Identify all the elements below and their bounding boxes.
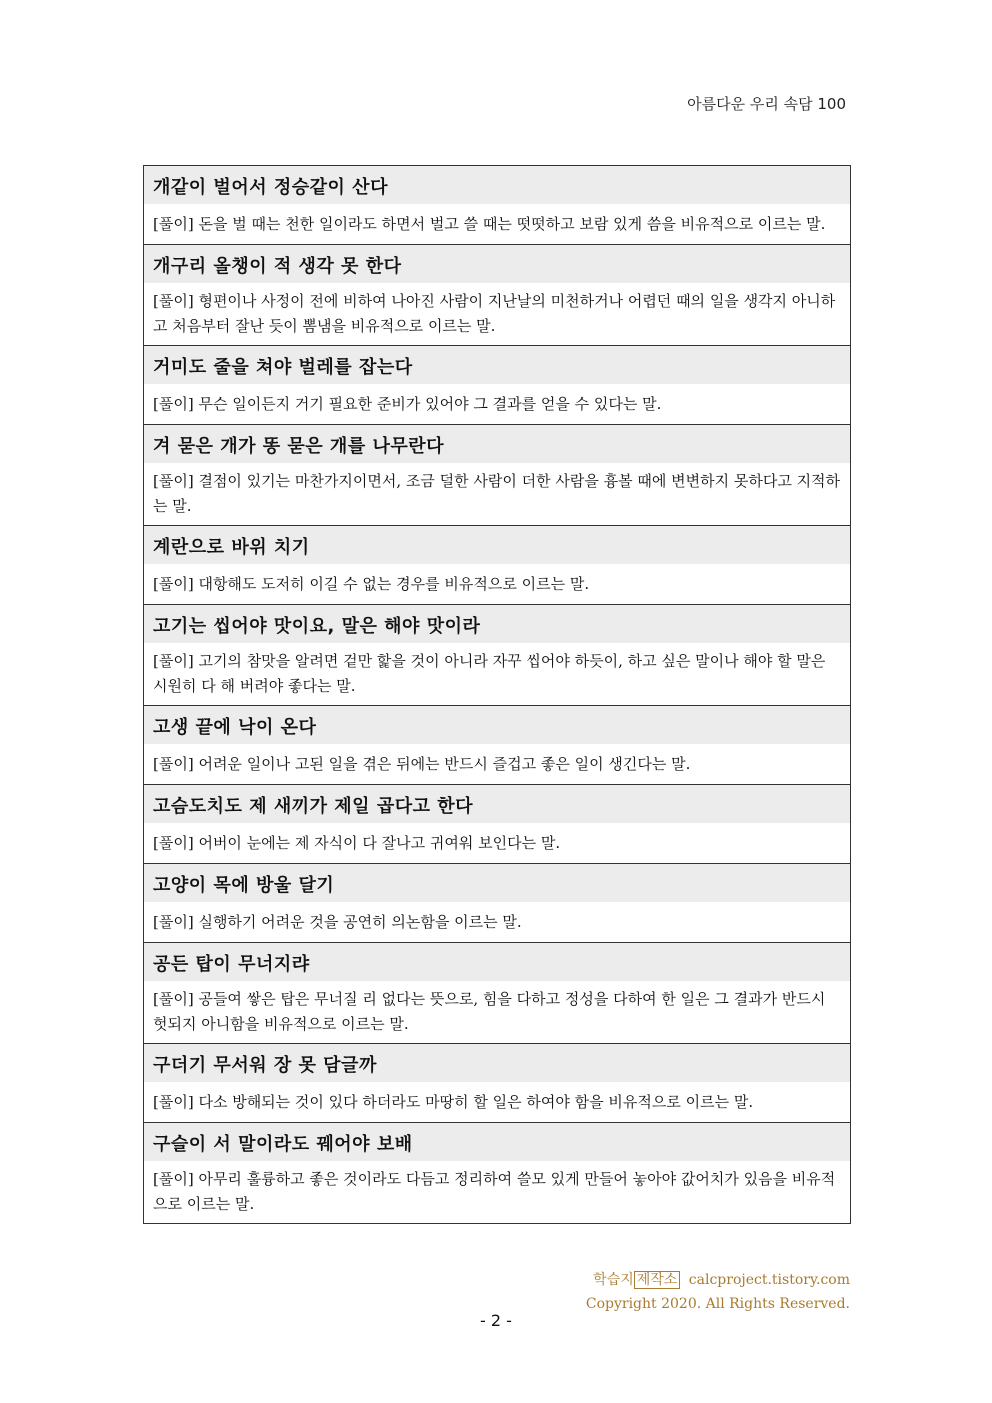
proverb-title: 개구리 올챙이 적 생각 못 한다 [144,245,850,283]
proverb-title: 구더기 무서워 장 못 담글까 [144,1044,850,1082]
proverb-entry [144,425,850,526]
explanation-text: [풀이] 어려운 일이나 고된 일을 겪은 뒤에는 반드시 즐겁고 좋은 일이 생긴다는 말. [153,754,691,773]
proverb-explanation [144,1161,850,1223]
proverb-entry [144,785,850,864]
explanation-text: [풀이] 무슨 일이든지 거기 필요한 준비가 있어야 그 결과를 얻을 수 있다는 말. [153,394,662,413]
proverb-title: 거미도 줄을 쳐야 벌레를 잡는다 [144,346,850,384]
proverb-title: 고슴도치도 제 새끼가 제일 곱다고 한다 [144,785,850,823]
proverb-title: 개같이 벌어서 정승같이 산다 [144,166,850,204]
proverb-explanation [144,744,850,784]
footer-site-link[interactable]: calcproject.tistory.com [688,1272,850,1288]
proverb-title: 공든 탑이 무너지랴 [144,943,850,981]
proverb-title: 구슬이 서 말이라도 꿰어야 보배 [144,1123,850,1161]
explanation-text: [풀이] 돈을 벌 때는 천한 일이라도 하면서 벌고 쓸 때는 떳떳하고 보람 있게 씀을 비유적으로 이르는 말. [153,214,826,233]
proverb-explanation [144,204,850,244]
proverb-entry [144,864,850,943]
proverb-entry [144,1044,850,1123]
explanation-text: [풀이] 아무리 훌륭하고 좋은 것이라도 다듬고 정리하여 쓸모 있게 만들어 놓아야 값어치가 있음을 비유적으로 이르는 말. [153,1170,836,1213]
proverb-title: 계란으로 바위 치기 [144,526,850,564]
proverb-entry [144,1123,850,1224]
proverb-entry [144,166,850,245]
proverb-explanation [144,463,850,525]
proverb-explanation [144,1082,850,1122]
proverb-entry [144,605,850,706]
footer-copyright: Copyright 2020. All Rights Reserved. [585,1296,850,1312]
proverb-title: 겨 묻은 개가 똥 묻은 개를 나무란다 [144,425,850,463]
proverb-title: 고양이 목에 방울 달기 [144,864,850,902]
explanation-text: [풀이] 형편이나 사정이 전에 비하여 나아진 사람이 지난날의 미천하거나 어렵던 때의 일을 생각지 아니하고 처음부터 잘난 듯이 뽐냄을 비유적으로 이르는 말. [153,292,836,335]
footer [586,1268,850,1316]
brand-boxed-label: 제작소 [634,1271,681,1289]
proverb-table [143,165,851,1224]
footer-brand [593,1272,680,1288]
proverb-entry [144,943,850,1044]
explanation-text: [풀이] 공들여 쌓은 탑은 무너질 리 없다는 뜻으로, 힘을 다하고 정성을 다하여 한 일은 그 결과가 반드시 헛되지 아니함을 비유적으로 이르는 말. [153,990,826,1033]
explanation-text: [풀이] 결점이 있기는 마찬가지이면서, 조금 덜한 사람이 더한 사람을 흉볼 때에 변변하지 못하다고 지적하는 말. [153,472,841,515]
proverb-explanation [144,643,850,705]
proverb-title: 고생 끝에 낙이 온다 [144,706,850,744]
explanation-text: [풀이] 실행하기 어려운 것을 공연히 의논함을 이르는 말. [153,912,522,931]
proverb-explanation [144,564,850,604]
explanation-text: [풀이] 다소 방해되는 것이 있다 하더라도 마땅히 할 일은 하여야 함을 비유적으로 이르는 말. [153,1092,754,1111]
brand-prefix: 학습지 [593,1272,634,1288]
proverb-explanation [144,283,850,345]
footer-brand-line [586,1268,850,1292]
proverb-title: 고기는 씹어야 맛이요, 말은 해야 맛이라 [144,605,850,643]
proverb-entry [144,245,850,346]
proverb-entry [144,346,850,425]
explanation-text: [풀이] 어버이 눈에는 제 자식이 다 잘나고 귀여워 보인다는 말. [153,833,561,852]
document-header-title: 아름다운 우리 속담 100 [687,95,846,113]
proverb-explanation [144,823,850,863]
proverb-explanation [144,981,850,1043]
proverb-entry [144,706,850,785]
proverb-explanation [144,902,850,942]
proverb-explanation [144,384,850,424]
proverb-entry [144,526,850,605]
explanation-text: [풀이] 대항해도 도저히 이길 수 없는 경우를 비유적으로 이르는 말. [153,574,590,593]
explanation-text: [풀이] 고기의 참맛을 알려면 겉만 핥을 것이 아니라 자꾸 씹어야 하듯이, 하고 싶은 말이나 해야 할 말은 시원히 다 해 버려야 좋다는 말. [153,652,826,695]
page-number: - 2 - [480,1311,512,1330]
